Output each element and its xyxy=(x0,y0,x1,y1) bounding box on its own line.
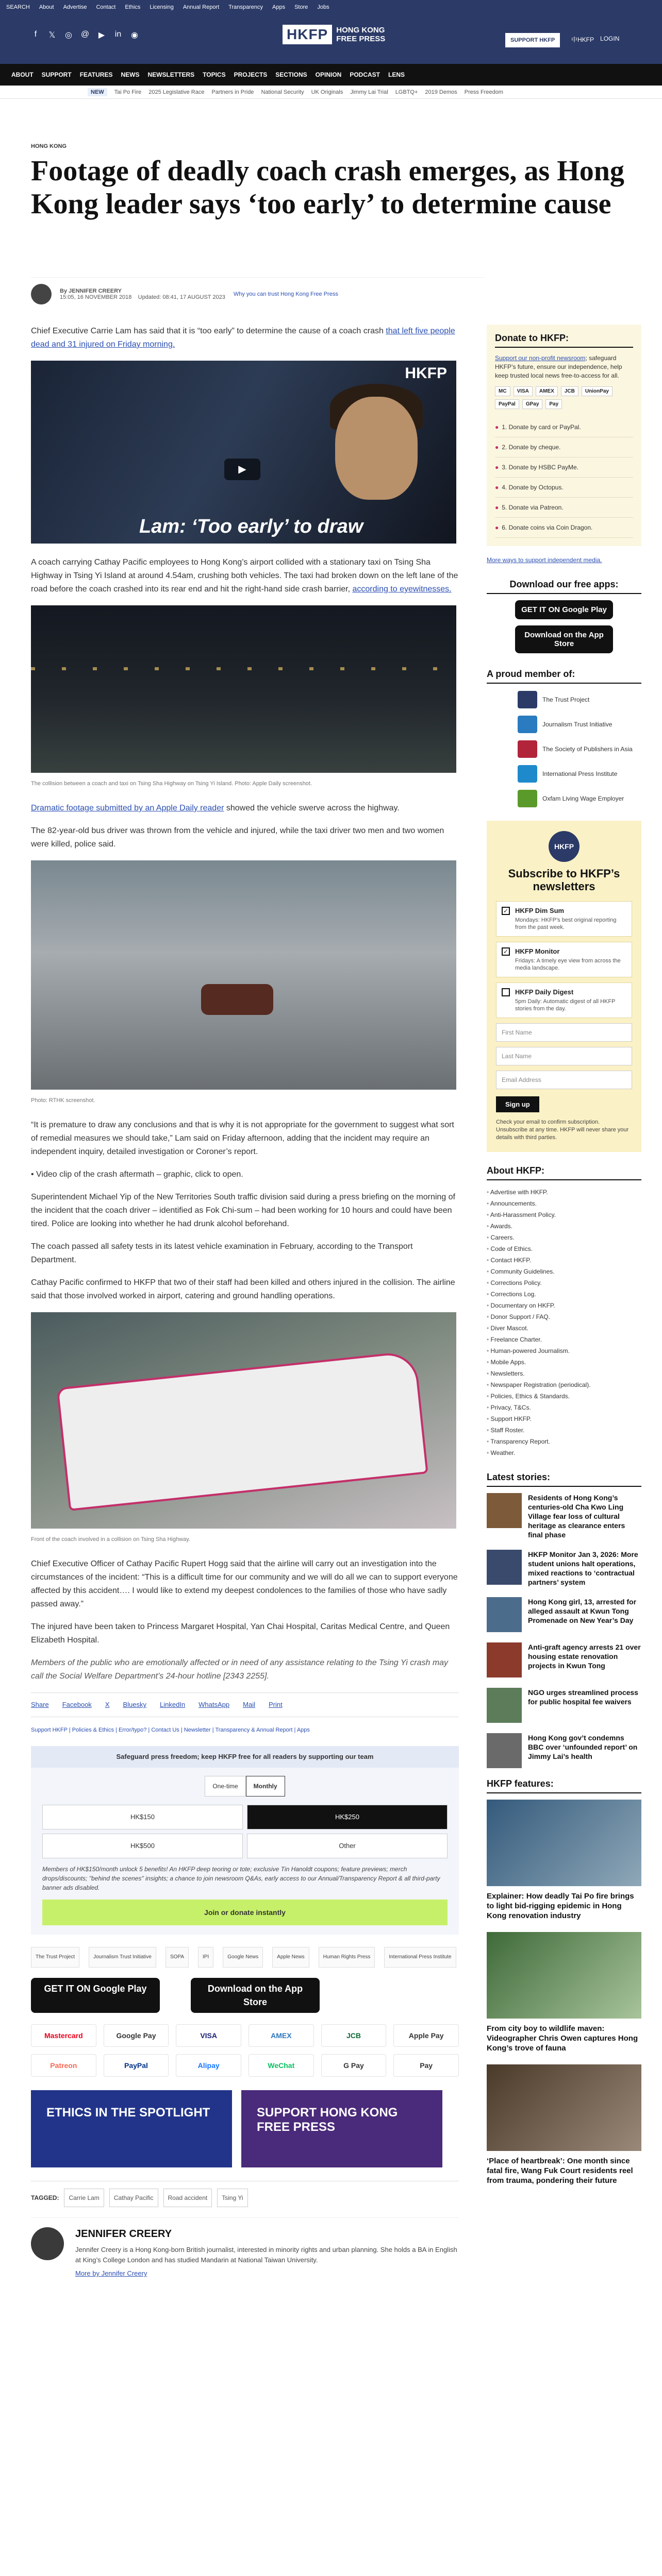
about-link[interactable]: • Corrections Policy. xyxy=(487,1277,641,1289)
payment-methods xyxy=(31,2024,459,2077)
published-date: 15:05, 16 NOVEMBER 2018 xyxy=(60,294,132,300)
store-link[interactable]: Store xyxy=(294,4,308,10)
google-play-badge[interactable]: GET IT ON Google Play xyxy=(31,1978,160,2013)
sidebar-donate-title: Donate to HKFP: xyxy=(495,333,633,348)
ipi-icon xyxy=(518,765,537,783)
donate-note: Members of HK$150/month unlock 5 benefits! An HKFP deep teoring or tote; exclusive Tin Hanoldt coupons; feature previews; merch drops/discounts; "behind the scenes" insights; a chance to join newsroom Q&As, early access to our Annual/Transparency Report & all third-party banner ads disabled. xyxy=(42,1866,440,1891)
coach-photo xyxy=(31,1312,456,1529)
payment-logo[interactable]: WeChat xyxy=(249,2054,314,2077)
paragraph: The injured have been taken to Princess Margaret Hospital, Yan Chai Hospital, Caritas Medical Centre, and Queen Elizabeth Hospital. xyxy=(31,1622,450,1645)
youtube-icon[interactable]: ▶ xyxy=(98,31,105,40)
tag[interactable]: Tsing Yi xyxy=(217,2189,247,2207)
latest-story[interactable]: Residents of Hong Kong’s centuries-old Cha Kwo Ling Village fear loss of cultural heritage as clearance enters final phase xyxy=(487,1493,641,1539)
ticker-item[interactable]: National Security xyxy=(261,89,304,95)
monthly-tab[interactable]: Monthly xyxy=(246,1776,285,1797)
caption: Photo: RTHK screenshot. xyxy=(31,1097,95,1104)
latest-title: Latest stories: xyxy=(487,1472,641,1487)
video-clip-toggle[interactable]: • Video clip of the crash aftermath – graphic, click to open. xyxy=(31,1170,243,1179)
support-hkfp-button[interactable]: SUPPORT HKFP xyxy=(505,33,560,47)
story-thumbnail xyxy=(487,1688,522,1723)
about-link[interactable]: About xyxy=(39,4,54,10)
sidebar-apps xyxy=(487,579,641,653)
latest-story[interactable]: NGO urges streamlined process for public hospital fee waivers xyxy=(487,1688,641,1723)
news-ticker xyxy=(0,86,662,99)
licensing-link[interactable]: Licensing xyxy=(150,4,174,10)
frequency-toggle xyxy=(42,1776,448,1797)
more-ways-link[interactable]: More ways to support independent media. xyxy=(487,556,602,564)
photo-taxi xyxy=(201,984,273,1015)
donate-head: Safeguard press freedom; keep HKFP free for all readers by supporting our team xyxy=(31,1746,459,1768)
photo-coach xyxy=(56,1350,428,1511)
nav-sections[interactable]: SECTIONS xyxy=(275,71,307,78)
bullet-icon: ● xyxy=(495,464,499,471)
play-icon[interactable]: ▶ xyxy=(224,459,260,480)
join-donate-button[interactable]: Join or donate instantly xyxy=(42,1900,448,1925)
author-bio xyxy=(31,2217,459,2282)
latest-story[interactable]: Anti-graft agency arrests 21 over housing estate renovation projects in Kwun Tong xyxy=(487,1642,641,1677)
share-linkedin[interactable]: LinkedIn xyxy=(160,1701,186,1708)
utility-bar xyxy=(0,0,662,14)
payment-logo[interactable]: Apple Pay xyxy=(393,2024,459,2047)
annual-report-link[interactable]: Annual Report xyxy=(183,4,220,10)
about-link[interactable]: • Donor Support / FAQ. xyxy=(487,1311,641,1323)
bullet-icon: ● xyxy=(495,524,499,531)
video-quote: Lam: ‘Too early’ to draw xyxy=(139,516,363,537)
checkbox-icon xyxy=(502,988,510,996)
page-title: Footage of deadly coach crash emerges, as Hong Kong leader says ‘too early’ to determine cause xyxy=(31,155,624,220)
share-bluesky[interactable]: Bluesky xyxy=(123,1701,146,1708)
feature-story[interactable]: ‘Place of heartbreak’: One month since fatal fire, Wang Fuk Court residents reel from trauma, pondering their future xyxy=(487,2064,641,2185)
trust-project-icon xyxy=(518,691,537,708)
updated-date: Updated: 08:41, 17 AUGUST 2023 xyxy=(138,294,225,300)
about-link[interactable]: • Diver Mascot. xyxy=(487,1323,641,1334)
nav-support[interactable]: SUPPORT xyxy=(41,71,72,78)
ethics-banner[interactable]: ETHICS IN THE SPOTLIGHT xyxy=(31,2090,232,2167)
checkbox-icon: ✓ xyxy=(502,907,510,915)
about-link[interactable]: • Staff Roster. xyxy=(487,1425,641,1436)
donate-options xyxy=(495,417,633,538)
payment-logo[interactable]: PayPal xyxy=(104,2054,169,2077)
story-thumbnail xyxy=(487,1550,522,1585)
google-play-badge[interactable]: GET IT ON Google Play xyxy=(515,600,613,619)
latest-story[interactable]: HKFP Monitor Jan 3, 2026: More student unions halt operations, mixed reactions to ‘contractual partners’ system xyxy=(487,1550,641,1587)
amount-500[interactable]: HK$500 xyxy=(42,1834,243,1858)
contact-link[interactable]: Contact xyxy=(96,4,116,10)
bullet-icon: ● xyxy=(495,444,499,451)
donate-option[interactable]: ● 6. Donate coins via Coin Dragon. xyxy=(495,518,633,538)
caption: Front of the coach involved in a collision on Tsing Sha Highway. xyxy=(31,1536,190,1543)
about-link[interactable]: • Newsletters. xyxy=(487,1368,641,1379)
chinese-site-link[interactable]: 中HKFP xyxy=(571,36,594,43)
transparency-link[interactable]: Transparency xyxy=(228,4,263,10)
rss-icon[interactable]: ◉ xyxy=(131,31,138,40)
card-logo: JCB xyxy=(561,386,578,396)
paragraph: A coach carrying Cathay Pacific employees to Hong Kong’s airport collided with a stationary taxi on Tsing Sha Highway in Tsing Yi Island at around 4.54am, crushing both vehicles. The taxi had broken down on the left lane of the road before the coach crashed into its rear end and hit the right-hand side crash barrier, according to eyewitnesses. xyxy=(31,558,458,594)
member-item[interactable]: Oxfam Living Wage Employer xyxy=(518,790,641,807)
about-link[interactable]: • Freelance Charter. xyxy=(487,1334,641,1345)
article-body xyxy=(31,325,459,2282)
jobs-link[interactable]: Jobs xyxy=(317,4,329,10)
logo-text: HONG KONG FREE PRESS xyxy=(336,26,386,43)
newsletter-badge: HKFP xyxy=(549,831,580,862)
last-name-field[interactable]: Last Name xyxy=(496,1047,632,1065)
card-logo: MC xyxy=(495,386,510,396)
share-x[interactable]: X xyxy=(105,1701,110,1708)
partner-logo[interactable]: Human Rights Press xyxy=(319,1947,375,1968)
payment-logo[interactable]: Alipay xyxy=(176,2054,241,2077)
trust-link[interactable]: Why you can trust Hong Kong Free Press xyxy=(233,291,338,297)
byline xyxy=(31,277,485,304)
payment-logo[interactable]: G Pay xyxy=(321,2054,387,2077)
ethics-link[interactable]: Ethics xyxy=(125,4,141,10)
hotline-note: Members of the public who are emotionally affected or in need of any assistance relating to the Tsing Yi crash may call the Social Welfare Department’s 24-hour hotline [2343 2255]. xyxy=(31,1658,449,1681)
about-link[interactable]: • Anti-Harassment Policy. xyxy=(487,1209,641,1221)
tag[interactable]: Road accident xyxy=(163,2189,212,2207)
site-logo[interactable] xyxy=(283,25,398,44)
newsletter-option[interactable]: ✓ HKFP Monitor Fridays: A timely eye view from across the media landscape. xyxy=(496,942,632,977)
search-link[interactable]: SEARCH xyxy=(6,4,30,10)
video-subject-face xyxy=(335,397,418,500)
checkbox-icon: ✓ xyxy=(502,947,510,956)
author-avatar xyxy=(31,284,52,304)
share-whatsapp[interactable]: WhatsApp xyxy=(198,1701,230,1708)
video-player[interactable] xyxy=(31,361,456,544)
apps-link[interactable]: Apps xyxy=(272,4,286,10)
paragraph: The 82-year-old bus driver was thrown from the vehicle and injured, while the taxi driver two men and two women were killed, police said. xyxy=(31,826,444,849)
share-mail[interactable]: Mail xyxy=(243,1701,255,1708)
policy-links[interactable]: Support HKFP | Policies & Ethics | Error/typo? | Contact Us | Newsletter | Transparency & Annual Report | Apps xyxy=(31,1727,310,1733)
payment-logo[interactable]: Pay xyxy=(393,2054,459,2077)
story-thumbnail xyxy=(487,1642,522,1677)
donate-option[interactable]: ● 3. Donate by HSBC PayMe. xyxy=(495,457,633,478)
app-store-badge[interactable]: Download on the App Store xyxy=(191,1978,320,2013)
nav-projects[interactable]: PROJECTS xyxy=(234,71,268,78)
partner-logo[interactable]: Google News xyxy=(223,1947,263,1968)
newsletter-note: Check your email to confirm subscription. Unsubscribe at any time. HKFP will never share your details with third parties. xyxy=(496,1119,629,1141)
about-link[interactable]: • Advertise with HKFP. xyxy=(487,1187,641,1198)
newsletter-option[interactable]: HKFP Daily Digest 5pm Daily: Automatic digest of all HKFP stories from the day. xyxy=(496,982,632,1018)
promo-banners xyxy=(31,2090,459,2167)
oxfam-icon xyxy=(518,790,537,807)
bullet-icon: ● xyxy=(495,484,499,491)
card-logo: Pay xyxy=(545,399,562,409)
partner-logo[interactable]: International Press Institute xyxy=(384,1947,456,1968)
member-title: A proud member of: xyxy=(487,669,641,684)
amount-other[interactable]: Other xyxy=(247,1834,448,1858)
partner-logo[interactable]: Journalism Trust Initiative xyxy=(89,1947,156,1968)
about-link[interactable]: • Weather. xyxy=(487,1447,641,1459)
share-print[interactable]: Print xyxy=(268,1701,283,1708)
bullet-icon: ● xyxy=(495,423,499,431)
new-badge: NEW xyxy=(88,88,107,96)
latest-story[interactable]: Hong Kong girl, 13, arrested for alleged assault at Kwun Tong Promenade on New Year’s Day xyxy=(487,1597,641,1632)
about-link[interactable]: • Newspaper Registration (periodical). xyxy=(487,1379,641,1391)
amount-250[interactable]: HK$250 xyxy=(247,1805,448,1829)
nav-topics[interactable]: TOPICS xyxy=(203,71,226,78)
about-link[interactable]: • Code of Ethics. xyxy=(487,1243,641,1255)
sopa-icon xyxy=(518,740,537,758)
share-facebook[interactable]: Facebook xyxy=(62,1701,92,1708)
partner-logos xyxy=(31,1947,459,1968)
feature-image xyxy=(487,2064,641,2151)
casualties-link[interactable]: that left five people dead and 31 injured on Friday morning. xyxy=(31,327,455,349)
signup-button[interactable]: Sign up xyxy=(496,1096,539,1112)
about-links xyxy=(487,1187,641,1459)
paragraph: “It is premature to draw any conclusions and that is why it is not appropriate for the government to suggest what sort of remedial measures we should take,” Lam said on Friday afternoon, adding that the incident may require an independent inquiry, detailed investigation or Coroner’s report. xyxy=(31,1121,454,1156)
jti-icon xyxy=(518,716,537,733)
author-bio-name[interactable]: JENNIFER CREERY xyxy=(75,2228,172,2240)
app-store-badges xyxy=(31,1978,459,2013)
feature-story[interactable]: Explainer: How deadly Tai Po fire brings to light bid-rigging epidemic in Hong Kong renovation industry xyxy=(487,1800,641,1921)
support-banner[interactable]: SUPPORT HONG KONG FREE PRESS xyxy=(241,2090,442,2167)
donate-option[interactable]: ● 5. Donate via Patreon. xyxy=(495,498,633,518)
about-link[interactable]: • Community Guidelines. xyxy=(487,1266,641,1277)
tags-label: TAGGED: xyxy=(31,2194,59,2201)
newsletter-option[interactable]: ✓ HKFP Dim Sum Mondays: HKFP's best original reporting from the past week. xyxy=(496,901,632,937)
about-link[interactable]: • Policies, Ethics & Standards. xyxy=(487,1391,641,1402)
newsletter-title: Subscribe to HKFP’s newsletters xyxy=(508,867,620,893)
article-kicker[interactable]: HONG KONG xyxy=(31,143,67,149)
about-link[interactable]: • Careers. xyxy=(487,1232,641,1243)
bullet-icon: ● xyxy=(495,504,499,511)
story-thumbnail xyxy=(487,1597,522,1632)
partner-logo[interactable]: SOPA xyxy=(166,1947,189,1968)
share-bar xyxy=(31,1692,459,1717)
social-links xyxy=(31,30,139,39)
ticker-item[interactable]: LGBTQ+ xyxy=(395,89,418,95)
about-link[interactable]: • Mobile Apps. xyxy=(487,1357,641,1368)
ticker-item[interactable]: Partners in Pride xyxy=(211,89,254,95)
nav-about[interactable]: ABOUT xyxy=(11,71,34,78)
about-link[interactable]: • Transparency Report. xyxy=(487,1436,641,1447)
about-link[interactable]: • Announcements. xyxy=(487,1198,641,1209)
ticker-item[interactable]: 2025 Legislative Race xyxy=(148,89,205,95)
paragraph: Chief Executive Officer of Cathay Pacific Rupert Hogg said that the airline will carry out an investigation into the circumstances of the incident: “This is a difficult time for our community and we will do all we can to support everyone affected by this accident…. I would like to extend my deepest condolences to the families of those who have sadly passed away.” xyxy=(31,1560,458,1608)
nav-lens[interactable]: LENS xyxy=(388,71,405,78)
ticker-item[interactable]: Press Freedom xyxy=(464,89,503,95)
about-title: About HKFP: xyxy=(487,1165,641,1180)
ticker-item[interactable]: Tai Po Fire xyxy=(114,89,142,95)
member-item[interactable]: The Society of Publishers in Asia xyxy=(518,740,641,758)
paragraph: Chief Executive Carrie Lam has said that it is “too early” to determine the cause of a coach crash that left five people dead and 31 injured on Friday morning. xyxy=(31,327,455,349)
member-item[interactable]: International Press Institute xyxy=(518,765,641,783)
latest-story[interactable]: Hong Kong gov’t condemns BBC over ‘unfounded report’ on Jimmy Lai’s health xyxy=(487,1733,641,1768)
about-link[interactable]: • Privacy, T&Cs. xyxy=(487,1402,641,1413)
about-link[interactable]: • Support HKFP. xyxy=(487,1413,641,1425)
partner-logo[interactable]: IPI xyxy=(198,1947,213,1968)
partner-logo[interactable]: The Trust Project xyxy=(31,1947,79,1968)
ticker-item[interactable]: 2019 Demos xyxy=(425,89,457,95)
feature-image xyxy=(487,1932,641,2019)
crash-photo-night xyxy=(31,605,456,773)
linkedin-icon[interactable]: in xyxy=(114,30,122,39)
author-photo xyxy=(31,2227,64,2260)
nav-podcast[interactable]: PODCAST xyxy=(350,71,380,78)
masthead-actions xyxy=(571,35,619,44)
partner-logo[interactable]: Apple News xyxy=(272,1947,309,1968)
payment-logo[interactable]: Patreon xyxy=(31,2054,96,2077)
amount-options xyxy=(42,1805,448,1858)
login-link[interactable]: LOGIN xyxy=(600,35,620,42)
first-name-field[interactable]: First Name xyxy=(496,1023,632,1042)
sidebar xyxy=(487,325,641,2197)
payment-logo[interactable]: Google Pay xyxy=(104,2024,169,2047)
email-field[interactable]: Email Address xyxy=(496,1071,632,1089)
card-logos xyxy=(495,386,633,409)
facebook-icon[interactable]: f xyxy=(34,30,37,39)
about-link[interactable]: • Documentary on HKFP. xyxy=(487,1300,641,1311)
paragraph: Superintendent Michael Yip of the New Territories South traffic division said during a press briefing on the morning of the incident that the coach driver – identified as Fok Chi-sum – had been working for 10 hours and could have been tired. Police are looking into whether he had drunk alcohol beforehand. xyxy=(31,1193,455,1228)
card-logo: AMEX xyxy=(536,386,558,396)
share-label: Share xyxy=(31,1701,49,1708)
apps-title: Download our free apps: xyxy=(487,579,641,594)
features-title: HKFP features: xyxy=(487,1778,641,1793)
paragraph: Dramatic footage submitted by an Apple Daily reader showed the vehicle swerve across the highway. xyxy=(31,804,400,812)
sidebar-donate xyxy=(487,325,641,546)
donate-option[interactable]: ● 4. Donate by Octopus. xyxy=(495,478,633,498)
author-bio-text: Jennifer Creery is a Hong Kong-born British journalist, interested in minority rights and urban planning. She holds a BA in English at King’s College London and has studied Mandarin at National Taiwan University. xyxy=(75,2246,457,2264)
payment-logo[interactable]: JCB xyxy=(321,2024,387,2047)
caption: The collision between a coach and taxi on Tsing Sha Highway on Tsing Yi Island. Photo: Apple Daily screenshot. xyxy=(31,781,312,787)
more-by-author-link[interactable]: More by Jennifer Creery xyxy=(75,2269,147,2277)
footage-link[interactable]: Dramatic footage submitted by an Apple Daily reader xyxy=(31,804,224,812)
payment-logo[interactable]: AMEX xyxy=(249,2024,314,2047)
newsletter-signup xyxy=(487,821,641,1152)
main-nav xyxy=(0,64,662,86)
story-thumbnail xyxy=(487,1733,522,1768)
logo-mark: HKFP xyxy=(283,25,332,44)
about-link[interactable]: • Human-powered Journalism. xyxy=(487,1345,641,1357)
payment-logo[interactable]: VISA xyxy=(176,2024,241,2047)
tag-list xyxy=(31,2181,459,2207)
photo-lights xyxy=(31,667,456,670)
tag[interactable]: Cathay Pacific xyxy=(109,2189,158,2207)
nav-opinion[interactable]: OPINION xyxy=(315,71,342,78)
sidebar-donate-text: Support our non-profit newsroom; safeguard HKFP’s future, ensure our independence, help keep trusted local news free-to-access for all. xyxy=(495,354,622,379)
advertise-link[interactable]: Advertise xyxy=(63,4,87,10)
ticker-item[interactable]: UK Originals xyxy=(311,89,343,95)
nav-news[interactable]: NEWS xyxy=(121,71,140,78)
instagram-icon[interactable]: ◎ xyxy=(65,31,72,40)
one-time-tab[interactable]: One-time xyxy=(205,1776,245,1797)
feature-story[interactable]: From city boy to wildlife maven: Videographer Chris Owen captures Hong Kong’s trove of fauna xyxy=(487,1932,641,2053)
ticker-item[interactable]: Jimmy Lai Trial xyxy=(350,89,388,95)
crash-photo-day xyxy=(31,860,456,1090)
about-link[interactable]: • Awards. xyxy=(487,1221,641,1232)
nav-newsletters[interactable]: NEWSLETTERS xyxy=(147,71,195,78)
card-logo: PayPal xyxy=(495,399,519,409)
paragraph: The coach passed all safety tests in its latest vehicle examination in February, according to the Transport Department. xyxy=(31,1242,413,1264)
masthead xyxy=(0,14,662,64)
video-watermark: HKFP xyxy=(405,365,447,382)
about-link[interactable]: • Contact HKFP. xyxy=(487,1255,641,1266)
payment-logo[interactable]: Mastercard xyxy=(31,2024,96,2047)
eyewitness-link[interactable]: according to eyewitnesses. xyxy=(352,585,452,594)
member-item[interactable]: Journalism Trust Initiative xyxy=(518,716,641,733)
app-store-badge[interactable]: Download on the App Store xyxy=(515,625,613,653)
about-link[interactable]: • Corrections Log. xyxy=(487,1289,641,1300)
paragraph: Cathay Pacific confirmed to HKFP that two of their staff had been killed and others injured in the collision. The airline said that those involved worked in airport, catering and ground handling operations. xyxy=(31,1278,455,1300)
nav-features[interactable]: FEATURES xyxy=(79,71,113,78)
donate-option[interactable]: ● 2. Donate by cheque. xyxy=(495,437,633,457)
donate-option[interactable]: ● 1. Donate by card or PayPal. xyxy=(495,417,633,437)
donate-widget xyxy=(31,1746,459,1935)
memberships xyxy=(487,669,641,807)
card-logo: GPay xyxy=(522,399,543,409)
tag[interactable]: Carrie Lam xyxy=(64,2189,104,2207)
latest-stories xyxy=(487,1493,641,1768)
nonprofit-link[interactable]: Support our non-profit newsroom xyxy=(495,354,586,362)
threads-icon[interactable]: @ xyxy=(80,30,90,39)
author-name[interactable]: By JENNIFER CREERY xyxy=(60,288,122,294)
card-logo: VISA xyxy=(514,386,533,396)
member-item[interactable]: The Trust Project xyxy=(518,691,641,708)
card-logo: UnionPay xyxy=(582,386,613,396)
feature-image xyxy=(487,1800,641,1886)
x-icon[interactable]: 𝕏 xyxy=(48,31,56,40)
story-thumbnail xyxy=(487,1493,522,1528)
amount-150[interactable]: HK$150 xyxy=(42,1805,243,1829)
